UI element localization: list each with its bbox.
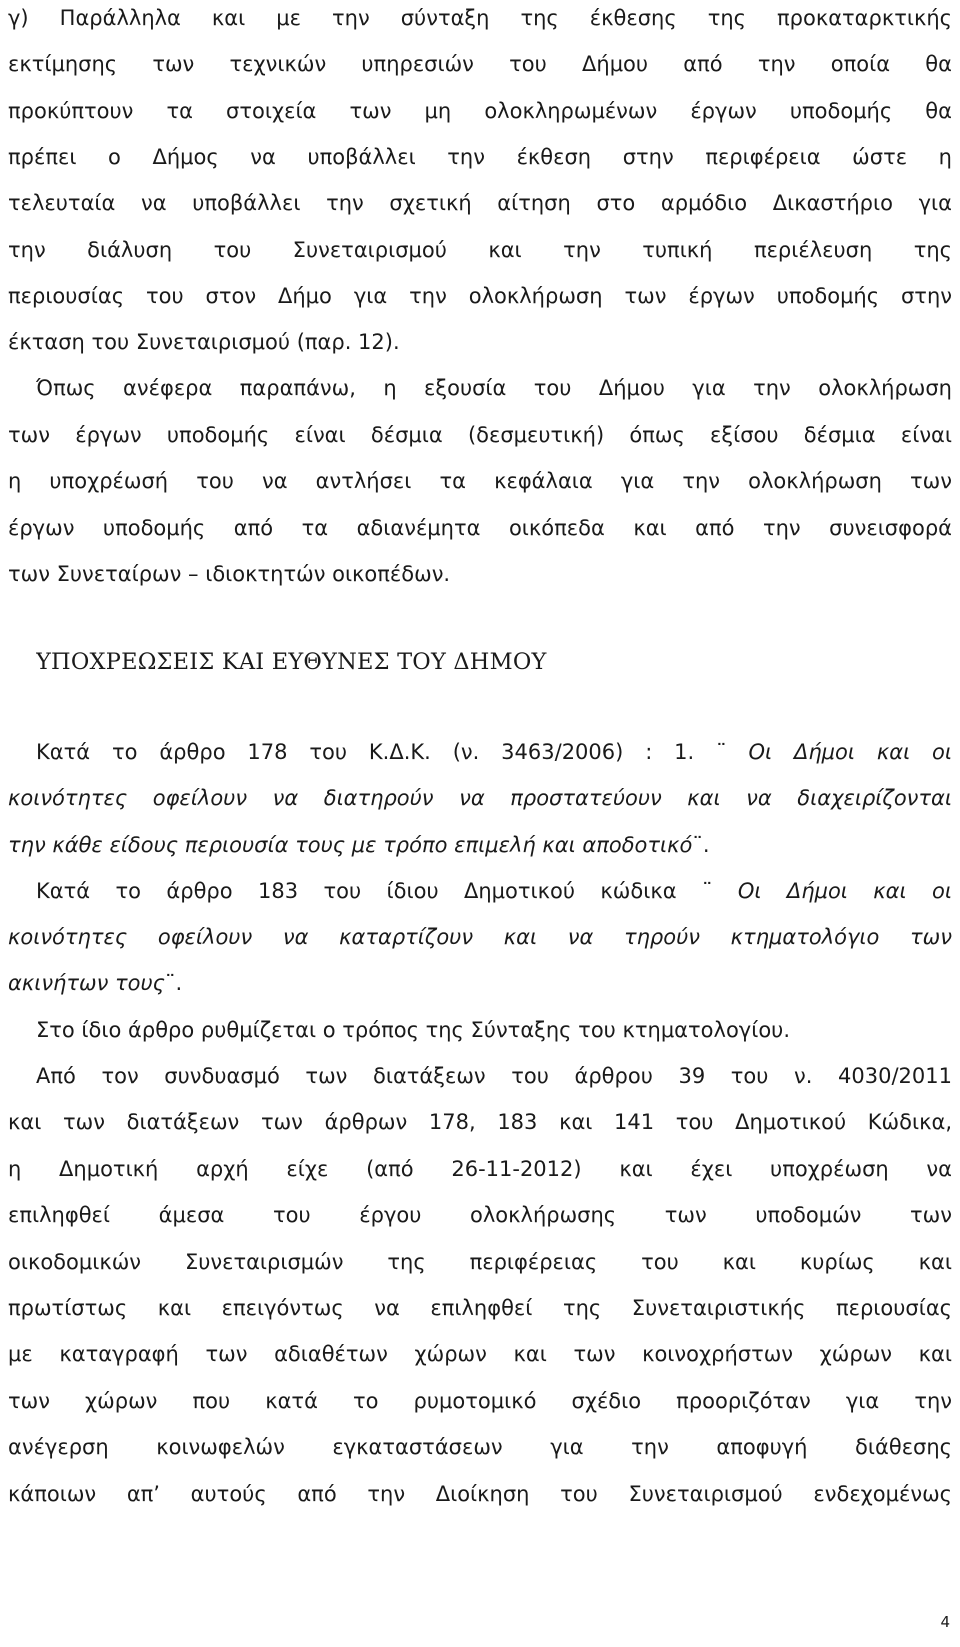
article-178-quote-end	[8, 831, 952, 859]
combination-paragraph-line: η Δημοτική αρχή είχε (από 26-11-2012) και έχει υποχρέωση να	[8, 1157, 952, 1181]
article-183-quote: Οι Δήμοι και οι	[737, 879, 952, 903]
combination-paragraph-line: ανέγερση κοινωφελών εγκαταστάσεων για την αποφυγή διάθεσης	[8, 1435, 952, 1459]
article-183-quote-end	[8, 969, 952, 997]
closing-quote-mark: ¨.	[692, 833, 710, 857]
combination-paragraph-line: και των διατάξεων των άρθρων 178, 183 και 141 του Δημοτικού Κώδικα,	[8, 1110, 952, 1134]
section-heading: ΥΠΟΧΡΕΩΣΕΙΣ ΚΑΙ ΕΥΘΥΝΕΣ ΤΟΥ ΔΗΜΟΥ	[36, 649, 547, 675]
article-183-quote: ακινήτων τους	[8, 971, 165, 995]
paragraph-g-line: προκύπτουν τα στοιχεία των μη ολοκληρωμένων έργων υποδομής θα	[8, 99, 952, 123]
combination-paragraph-line: επιληφθεί άμεσα του έργου ολοκλήρωσης των υποδομών των	[8, 1203, 952, 1227]
article-183-quote-line: κοινότητες οφείλουν να καταρτίζουν και να τηρούν κτηματολόγιο των	[8, 925, 952, 949]
obligation-paragraph-line: των Συνεταίρων – ιδιοκτητών οικοπέδων.	[8, 562, 451, 586]
article-183-reference: Κατά το άρθρο 183 του ίδιου Δημοτικού κώδικα ¨	[36, 879, 713, 903]
article-178-line	[36, 738, 952, 766]
paragraph-g-line: έκταση του Συνεταιρισμού (παρ. 12).	[8, 330, 400, 354]
article-178-quote: Οι Δήμοι και οι	[748, 740, 952, 764]
obligation-paragraph-line: έργων υποδομής από τα αδιανέμητα οικόπεδα και από την συνεισφορά	[8, 516, 952, 540]
article-178-reference: Κατά το άρθρο 178 του Κ.Δ.Κ. (ν. 3463/2006) : 1. ¨	[36, 740, 727, 764]
paragraph-g-line: εκτίμησης των τεχνικών υπηρεσιών του Δήμου από την οποία θα	[8, 52, 952, 76]
paragraph-g-line: γ) Παράλληλα και με την σύνταξη της έκθεσης της προκαταρκτικής	[8, 6, 952, 30]
combination-paragraph-line: των χώρων που κατά το ρυμοτομικό σχέδιο προοριζόταν για την	[8, 1389, 952, 1413]
cadastre-sentence: Στο ίδιο άρθρο ρυθμίζεται ο τρόπος της Σύνταξης του κτηματολογίου.	[36, 1018, 791, 1042]
paragraph-g-line: την διάλυση του Συνεταιρισμού και την τυπική περιέλευση της	[8, 238, 952, 262]
paragraph-g-line: περιουσίας του στον Δήμο για την ολοκλήρωση των έργων υποδομής στην	[8, 284, 952, 308]
obligation-paragraph-line: των έργων υποδομής είναι δέσμια (δεσμευτική) όπως εξίσου δέσμια είναι	[8, 423, 952, 447]
paragraph-g-line: τελευταία να υποβάλλει την σχετική αίτηση στο αρμόδιο Δικαστήριο για	[8, 191, 952, 215]
combination-paragraph-line: Από τον συνδυασμό των διατάξεων του άρθρου 39 του ν. 4030/2011	[36, 1064, 952, 1088]
article-178-quote: την κάθε είδους περιουσία τους με τρόπο επιμελή και αποδοτικό	[8, 833, 693, 857]
combination-paragraph-line: οικοδομικών Συνεταιρισμών της περιφέρειας του και κυρίως και	[8, 1250, 952, 1274]
obligation-paragraph-line: Όπως ανέφερα παραπάνω, η εξουσία του Δήμου για την ολοκλήρωση	[36, 376, 952, 400]
article-183-line	[36, 877, 952, 905]
combination-paragraph-line: πρωτίστως και επειγόντως να επιληφθεί της Συνεταιριστικής περιουσίας	[8, 1296, 952, 1320]
page-number: 4	[940, 1613, 950, 1631]
combination-paragraph-line: κάποιων απ’ αυτούς από την Διοίκηση του Συνεταιρισμού ενδεχομένως	[8, 1482, 952, 1506]
paragraph-g-line: πρέπει ο Δήμος να υποβάλλει την έκθεση στην περιφέρεια ώστε η	[8, 145, 952, 169]
obligation-paragraph-line: η υποχρέωσή του να αντλήσει τα κεφάλαια για την ολοκλήρωση των	[8, 469, 952, 493]
combination-paragraph-line: με καταγραφή των αδιαθέτων χώρων και των κοινοχρήστων χώρων και	[8, 1342, 952, 1366]
article-178-quote-line: κοινότητες οφείλουν να διατηρούν να προστατεύουν και να διαχειρίζονται	[8, 786, 952, 810]
closing-quote-mark: ¨.	[164, 971, 183, 995]
